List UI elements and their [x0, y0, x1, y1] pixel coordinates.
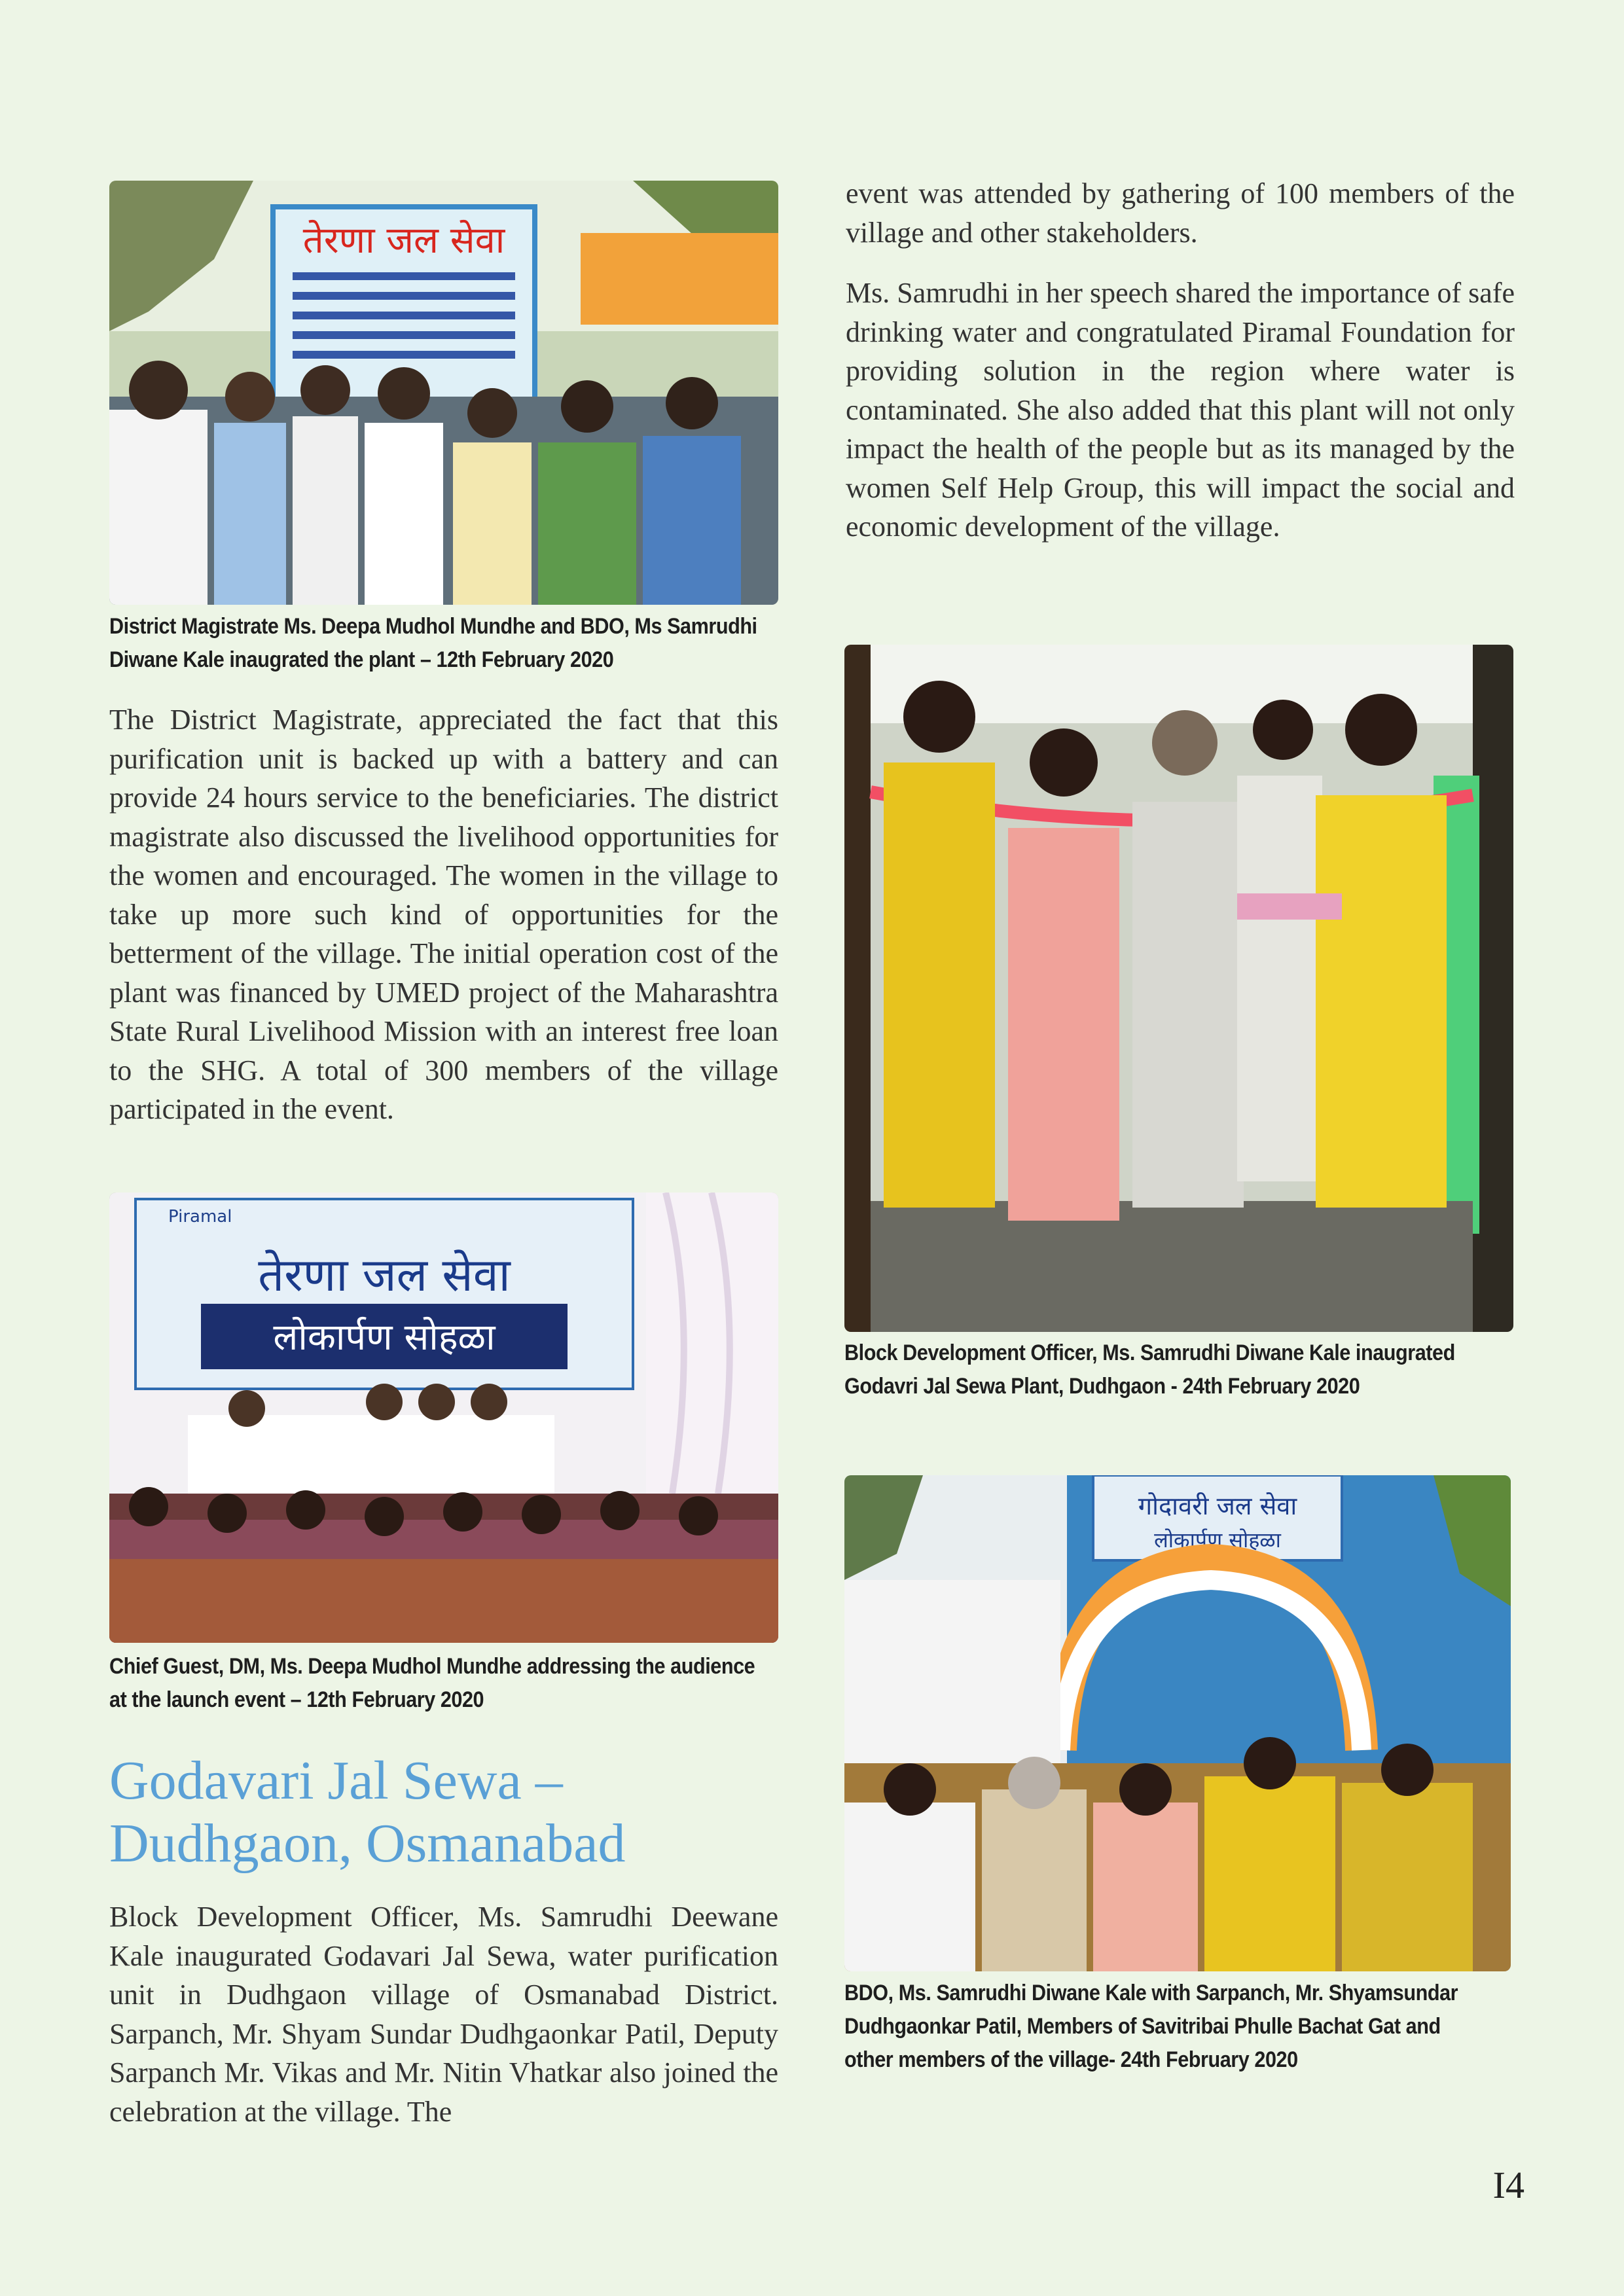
left-paragraph-2: Block Development Officer, Ms. Samrudhi Deewane Kale inaugurated Godavari Jal Sewa, water purification unit in Dudhgaon village of Osmanabad District. Sarpanch, Mr. Shyam Sundar Dudhgaonkar Patil, Deputy Sarpanch Mr. Vikas and Mr. Nitin Vhatkar also joined the celebration at the village. The	[109, 1901, 778, 2128]
left-paragraph-1: The District Magistrate, appreciated the fact that this purification unit is backed up with a battery and can provide 24 hours service to the beneficiaries. The district magistrate also discussed the livelihood opportunities for the women and encouraged. The women in the village to take up more such kind of opportunities for the betterment of the village. The initial operation cost of the plant was financed by UMED project of the Maharashtra State Rural Livelihood Mission with an interest free loan to the SHG. A total of 300 members of the village participated in the event.	[109, 704, 778, 1125]
right-paragraph-2: Ms. Samrudhi in her speech shared the importance of safe drinking water and congratulated Piramal Foundation for providing solution in the region where water is contaminated. She also added that this plant will not only impact the health of the people but as its managed by the women Self Help Group, this will impact the social and economic development of the village.	[846, 277, 1515, 543]
right-paragraph-1: event was attended by gathering of 100 members of the village and other stakeholders.	[846, 177, 1515, 249]
photo4-banner-title: गोदावरी जल सेवा	[1138, 1492, 1297, 1520]
caption-photo1: District Magistrate Ms. Deepa Mudhol Mundhe and BDO, Ms Samrudhi Diwane Kale inaugrated the plant – 12th February 2020	[109, 614, 757, 672]
photo2-banner-title: तेरणा जल सेवा	[258, 1248, 511, 1302]
photo4-banner-sub: लोकार्पण सोहळा	[1154, 1528, 1281, 1552]
photo2-banner-sub: लोकार्पण सोहळा	[273, 1316, 496, 1359]
photo-group-balloon-arch	[844, 1475, 1511, 1971]
photo1-sign-title: तेरणा जल सेवा	[302, 219, 505, 262]
photo-ribbon-cutting	[844, 645, 1513, 1332]
photo-inauguration-group	[109, 181, 778, 605]
caption-photo4: BDO, Ms. Samrudhi Diwane Kale with Sarpanch, Mr. Shyamsundar Dudhgaonkar Patil, Members of Savitribai Phulle Bachat Gat and other members of the village- 24th February 2020	[844, 1981, 1458, 2072]
photo-launch-event-audience	[109, 1193, 778, 1643]
caption-photo2: Chief Guest, DM, Ms. Deepa Mudhol Mundhe addressing the audience at the launch event – 12th February 2020	[109, 1654, 755, 1712]
photo2-brand: Piramal	[168, 1207, 232, 1227]
section-heading: Godavari Jal Sewa – Dudhgaon, Osmanabad	[109, 1750, 626, 1874]
caption-photo3: Block Development Officer, Ms. Samrudhi Diwane Kale inaugrated Godavri Jal Sewa Plant, Dudhgaon - 24th February 2020	[844, 1340, 1455, 1399]
page-number: I4	[1492, 2164, 1525, 2206]
